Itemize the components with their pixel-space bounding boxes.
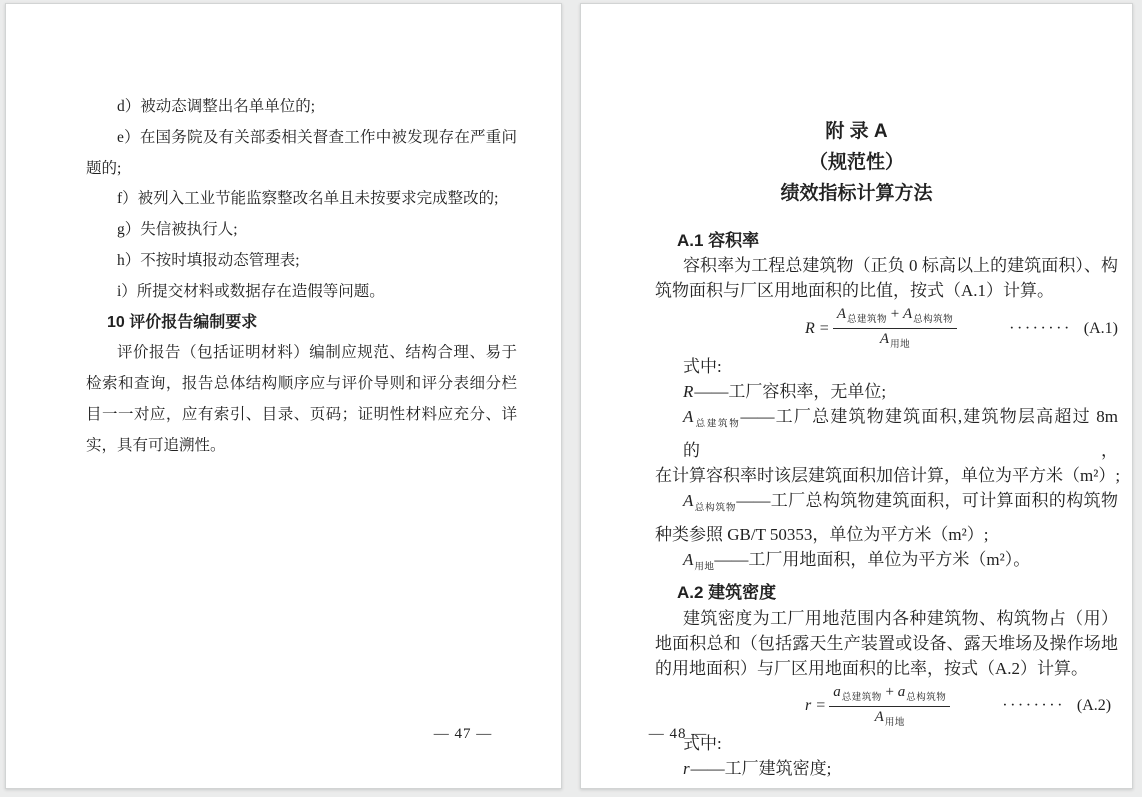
appendix-title-line: 绩效指标计算方法 [780, 183, 933, 204]
text-line [655, 278, 1118, 303]
variable: A [683, 407, 694, 427]
text-run: 容积率为工程总建筑物（正负 0 标高以上的建筑面积）、构 [683, 256, 1118, 276]
text-run: 地面积总和（包括露天生产装置或设备、露天堆场及操作场地 [655, 633, 1118, 653]
text-line [86, 400, 517, 431]
formula-a1 [655, 307, 1118, 351]
page-47-content [86, 92, 517, 462]
text-line [655, 756, 1118, 781]
subscript: 总构筑物 [913, 315, 954, 326]
variable: R [683, 381, 694, 401]
text-run: + [881, 683, 898, 700]
subscript: 总建筑物 [694, 419, 741, 430]
variable: A [683, 491, 694, 511]
text-run: 筑物面积与厂区用地面积的比值，按式（A.1）计算。 [655, 281, 1055, 301]
text-line [86, 154, 517, 185]
text-line [86, 123, 517, 154]
text-run: A.1 容积率 [677, 231, 760, 250]
text-line [655, 547, 1118, 581]
text-line [655, 522, 1118, 547]
text-run: d）被动态调整出名单单位的; [117, 98, 316, 115]
text-run: e）在国务院及有关部委相关督查工作中被发现存在严重问 [117, 128, 517, 146]
text-line [655, 488, 1118, 522]
subscript: 用地 [884, 717, 905, 728]
subscript: 总建筑物 [846, 315, 887, 326]
text-run: 10 评价报告编制要求 [107, 313, 258, 331]
text-run: 评价报告（包括证明材料）编制应规范、结构合理、易于 [117, 344, 517, 362]
text-run: ——工厂总建筑物建筑面积,建筑物层高超过 8m 的， [683, 407, 1118, 460]
text-line [86, 184, 517, 215]
text-run: 式中: [683, 356, 722, 376]
text-run: h）不按时填报动态管理表; [117, 251, 300, 269]
variable: A [879, 331, 890, 348]
text-line [655, 354, 1118, 379]
text-run: 实，具有可追溯性。 [86, 436, 226, 454]
section-heading [655, 228, 1118, 253]
text-run: f）被列入工业节能监察整改名单且未按要求完成整改的; [117, 190, 499, 208]
text-run: + [887, 306, 903, 323]
text-run: g）失信被执行人; [117, 221, 238, 239]
text-line [86, 369, 517, 400]
formula-number-label: (A.1) [1083, 319, 1118, 337]
page-48-content [655, 228, 1121, 782]
appendix-title-line: （规范性） [808, 152, 904, 173]
variable: r [805, 697, 812, 715]
text-line [86, 215, 517, 246]
text-run: 题的; [86, 159, 122, 177]
formula-fraction [829, 683, 950, 730]
text-run: 式中: [683, 734, 722, 754]
subscript: 总建筑物 [841, 692, 882, 703]
formula-lhs [805, 697, 825, 715]
text-run: 建筑密度为工厂用地范围内各种建筑物、构筑物占（用） [683, 608, 1118, 628]
text-line [655, 404, 1118, 463]
fraction-denominator [880, 329, 910, 352]
text-line [86, 431, 517, 462]
text-line [655, 463, 1121, 488]
formula-a2 [655, 684, 1118, 728]
variable: r [683, 759, 690, 779]
appendix-title-line: 附 录 A [825, 121, 888, 142]
formula-dots: ········ [1009, 319, 1072, 337]
text-run: 的用地面积）与厂区用地面积的比率，按式（A.2）计算。 [655, 659, 1089, 679]
text-line [655, 606, 1118, 631]
text-line [86, 277, 517, 308]
fraction-numerator [833, 305, 957, 329]
text-run: ——工厂容积率，无单位; [694, 381, 887, 401]
variable: A [683, 549, 694, 569]
text-line [655, 656, 1118, 681]
fraction-denominator [875, 707, 905, 730]
text-run: A.2 建筑密度 [677, 583, 777, 603]
section-heading [655, 580, 1118, 605]
formula-fraction [833, 305, 957, 352]
text-run: ——工厂建筑密度; [690, 759, 832, 779]
appendix-title [581, 116, 1132, 209]
formula-number-label: (A.2) [1076, 697, 1112, 715]
variable: a [833, 683, 841, 700]
text-line [86, 338, 517, 369]
text-run: 种类参照 GB/T 50353，单位为平方米（m²）; [655, 524, 989, 544]
text-run: = [812, 697, 826, 715]
text-run: 在计算容积率时该层建筑面积加倍计算，单位为平方米（m²）; [655, 465, 1121, 485]
text-run: 目一一对应，应有索引、目录、页码；证明性材料应充分、详 [86, 405, 517, 423]
text-line [86, 92, 517, 123]
fraction-numerator [829, 683, 950, 707]
page-number-47: — 47 — [433, 726, 493, 742]
subscript: 用地 [890, 340, 911, 351]
text-line [655, 631, 1118, 656]
formula-dots: ········ [1002, 697, 1065, 715]
variable: A [874, 708, 884, 725]
text-run: ——工厂总构筑物建筑面积，可计算面积的构筑物 [736, 491, 1118, 511]
formula-lhs [805, 320, 829, 338]
text-run: ——工厂用地面积，单位为平方米（m²）。 [714, 549, 1031, 569]
text-run: i）所提交材料或数据存在造假等问题。 [117, 282, 385, 300]
variable: a [897, 683, 906, 700]
variable: R [805, 319, 815, 337]
text-run: 检索和查询，报告总体结构顺序应与评价导则和评分表细分栏 [86, 375, 517, 393]
subscript: 总构筑物 [906, 692, 947, 703]
text-line [655, 253, 1118, 278]
page-48 [580, 3, 1133, 789]
page-number-48: — 48 — [648, 726, 708, 742]
page-47 [5, 3, 562, 789]
variable: A [902, 306, 913, 323]
subscript: 总构筑物 [694, 503, 737, 514]
subscript: 用地 [694, 562, 715, 573]
text-run: = [815, 319, 829, 337]
text-line [86, 246, 517, 277]
text-line [655, 379, 1118, 404]
variable: A [836, 306, 846, 323]
section-heading [86, 308, 517, 339]
